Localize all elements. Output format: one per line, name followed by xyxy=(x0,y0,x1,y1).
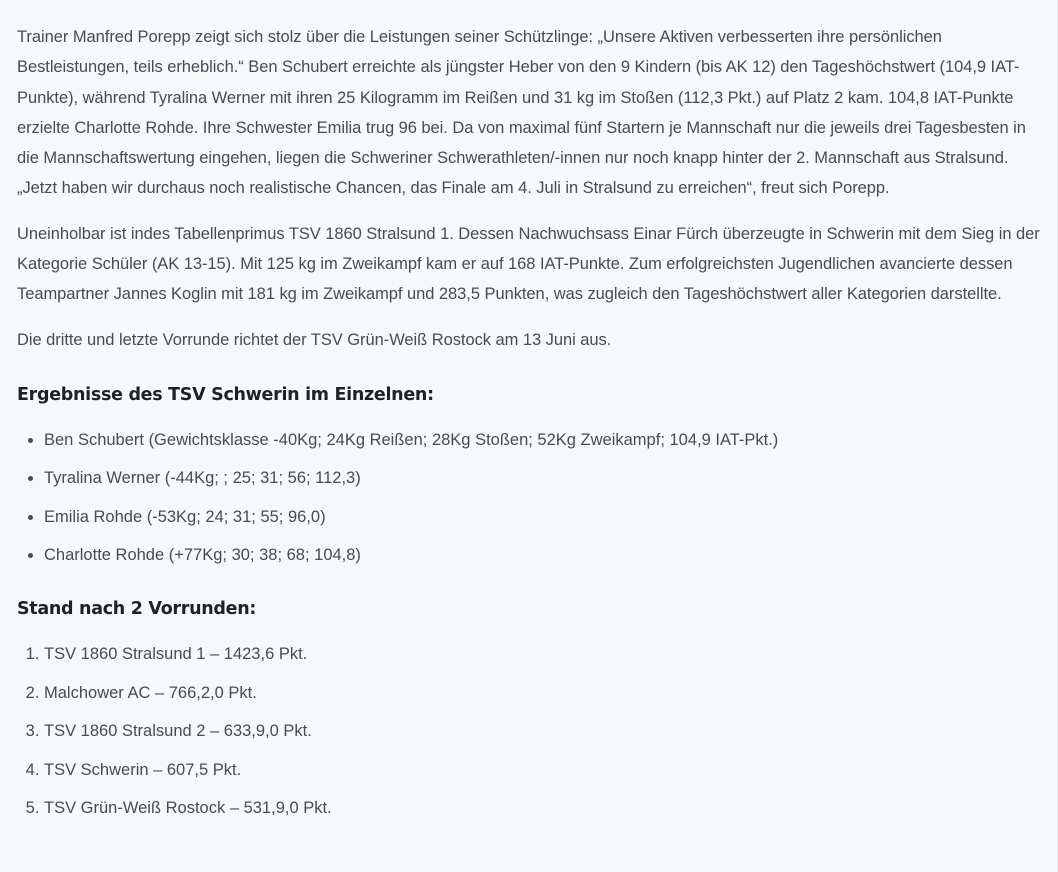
results-list xyxy=(17,429,1040,567)
article-paragraph-trainer-quote: Trainer Manfred Porepp zeigt sich stolz über die Leistungen seiner Schützlinge: „Unsere Aktiven verbesserten ihre persönlichen Bestleistungen, teils erheblich.“ Ben Schubert erreichte als jüngster Heber von den 9 Kindern (bis AK 12) den Tageshöchstwert (104,9 IAT-Punkte), während Tyralina Werner mit ihren 25 Kilogramm im Reißen und 31 kg im Stoßen (112,3 Pkt.) auf Platz 2 kam. 104,8 IAT-Punkte erzielte Charlotte Rohde. Ihre Schwester Emilia trug 96 bei. Da von maximal fünf Startern je Mannschaft nur die jeweils drei Tagesbesten in die Mannschaftswertung eingehen, liegen die Schweriner Schwerathleten/-innen nur noch knapp hinter der 2. Mannschaft aus Stralsund. „Jetzt haben wir durchaus noch realistische Chancen, das Finale am 4. Juli in Stralsund zu erreichen“, freut sich Porepp. xyxy=(17,28,1026,198)
standings-list xyxy=(17,643,1040,819)
list-item: 3. TSV 1860 Stralsund 2 – 633,9,0 Pkt. xyxy=(44,720,1040,742)
list-item: • Ben Schubert (Gewichtsklasse -40Kg; 24Kg Reißen; 28Kg Stoßen; 52Kg Zweikampf; 104,9 IAT-Pkt.) xyxy=(44,429,1040,451)
standings-heading: Stand nach 2 Vorrunden: xyxy=(17,599,257,620)
list-item: 4. TSV Schwerin – 607,5 Pkt. xyxy=(44,759,1040,781)
list-item: • Tyralina Werner (-44Kg; ; 25; 31; 56; 112,3) xyxy=(44,467,1040,489)
list-item: 2. Malchower AC – 766,2,0 Pkt. xyxy=(44,682,1040,704)
list-item: 5. TSV Grün-Weiß Rostock – 531,9,0 Pkt. xyxy=(44,797,1040,819)
article-paragraph-stralsund: Uneinholbar ist indes Tabellenprimus TSV 1860 Stralsund 1. Dessen Nachwuchsass Einar Fürch überzeugte in Schwerin mit dem Sieg in der Kategorie Schüler (AK 13-15). Mit 125 kg im Zweikampf kam er auf 168 IAT-Punkte. Zum erfolgreichsten Jugendlichen avancierte dessen Teampartner Jannes Koglin mit 181 kg im Zweikampf und 283,5 Punkten, was zugleich den Tageshöchstwert aller Kategorien darstellte. xyxy=(17,224,1040,304)
list-item: • Emilia Rohde (-53Kg; 24; 31; 55; 96,0) xyxy=(44,506,1040,528)
results-heading: Ergebnisse des TSV Schwerin im Einzelnen: xyxy=(17,384,434,405)
list-item: 1. TSV 1860 Stralsund 1 – 1423,6 Pkt. xyxy=(44,643,1040,665)
list-item: • Charlotte Rohde (+77Kg; 30; 38; 68; 104,8) xyxy=(44,544,1040,566)
article-paragraph-next-round: Die dritte und letzte Vorrunde richtet der TSV Grün-Weiß Rostock am 13 Juni aus. xyxy=(17,330,612,349)
